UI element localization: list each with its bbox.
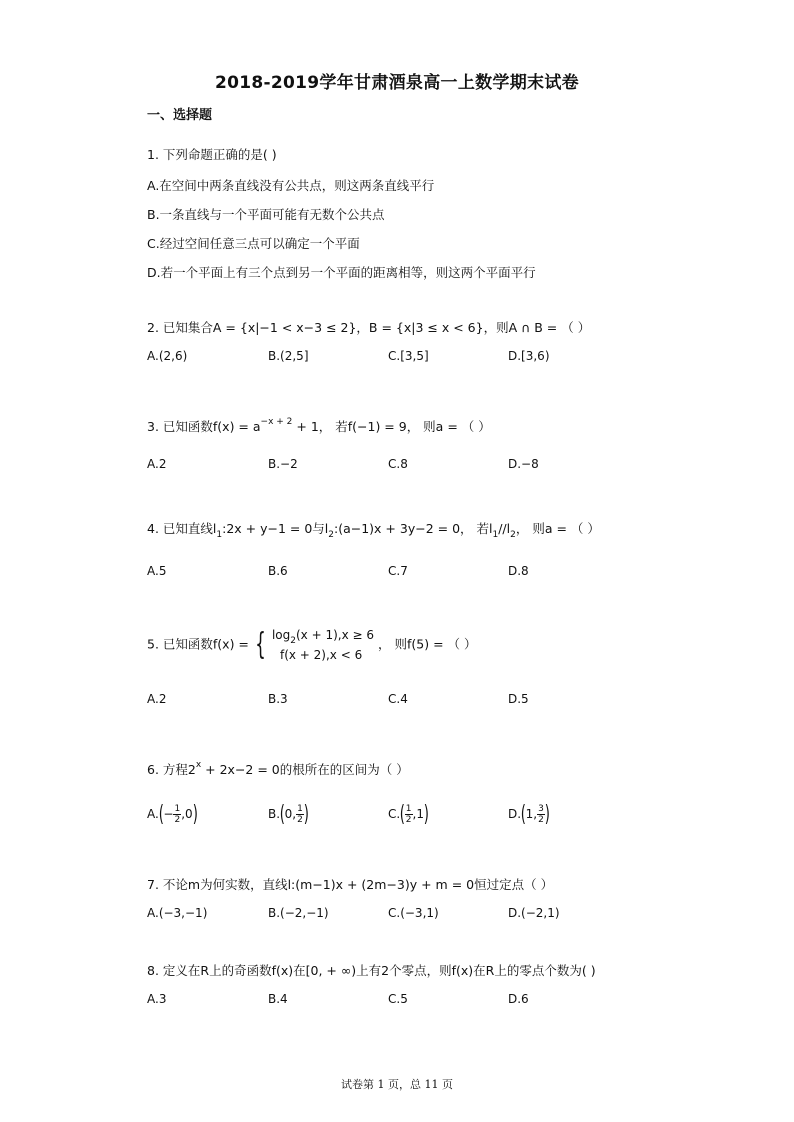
question-7-option-c: C.(−3,1) [388, 906, 439, 920]
question-4-text-1: 4. 已知直线l [147, 521, 217, 536]
fraction [537, 804, 545, 825]
right-paren: ) [192, 802, 198, 827]
question-4-option-d: D.8 [508, 564, 529, 578]
question-5-text-post: ， 则f(5) = （ ） [378, 636, 477, 652]
question-3-option-b: B.−2 [268, 457, 298, 471]
question-6-exponent: x [195, 760, 202, 770]
question-2-option-c: C.[3,5] [388, 349, 429, 363]
case-1-log-base: 2 [290, 636, 296, 646]
numerator: 1 [174, 804, 181, 814]
question-6-text-post: + 2x−2 = 0的根所在的区间为（ ） [201, 762, 409, 777]
section-heading: 一、选择题 [147, 108, 213, 123]
question-5-text-pre: 5. 已知函数f(x) = [147, 636, 249, 652]
question-5-stem [147, 626, 477, 664]
right-paren: ) [544, 802, 550, 827]
case-1-expression: (x + 1),x ≥ 6 [296, 628, 375, 642]
question-4-sub-4: 2 [510, 530, 516, 540]
denominator: 2 [405, 815, 412, 825]
question-6-stem [147, 762, 409, 780]
fraction [405, 804, 413, 825]
right-paren: ) [423, 802, 429, 827]
denominator: 2 [174, 815, 181, 825]
question-4-text-4: //l [498, 521, 511, 536]
fraction [296, 804, 304, 825]
option-a-label: A. [147, 807, 159, 821]
question-2-option-b: B.(2,5] [268, 349, 309, 363]
piecewise-case-1 [272, 626, 374, 646]
question-4-option-a: A.5 [147, 564, 167, 578]
question-5-option-c: C.4 [388, 692, 408, 706]
question-5-option-a: A.2 [147, 692, 167, 706]
piecewise-brace: { [255, 627, 266, 662]
question-4-option-c: C.7 [388, 564, 408, 578]
question-5-option-b: B.3 [268, 692, 288, 706]
question-4-text-3: :(a−1)x + 3y−2 = 0， 若l [334, 521, 493, 536]
question-3-option-a: A.2 [147, 457, 167, 471]
option-d-head: 1, [525, 807, 538, 821]
question-1-option-a: A.在空间中两条直线没有公共点，则这两条直线平行 [147, 178, 435, 193]
option-b-label: B. [268, 807, 281, 821]
question-6-option-d [508, 802, 549, 827]
left-paren: ( [279, 802, 285, 827]
question-7-option-d: D.(−2,1) [508, 906, 560, 920]
page-title: 2018-2019学年甘肃酒泉高一上数学期末试卷 [215, 73, 579, 93]
question-4-sub-1: 1 [216, 530, 223, 540]
question-6-option-a [147, 802, 197, 827]
question-7-option-a: A.(−3,−1) [147, 906, 208, 920]
question-8-stem: 8. 定义在R上的奇函数f(x)在[0, + ∞)上有2个零点，则f(x)在R上的零点个数为( ) [147, 963, 596, 978]
option-a-tail: ,0 [181, 807, 193, 821]
question-4-sub-2: 2 [328, 530, 334, 540]
left-paren: ( [399, 802, 406, 827]
question-6-option-c [388, 802, 429, 827]
numerator: 1 [405, 804, 412, 814]
question-3-exponent: −x + 2 [260, 417, 293, 427]
question-4-option-b: B.6 [268, 564, 288, 578]
question-8-option-b: B.4 [268, 992, 288, 1006]
question-8-option-a: A.3 [147, 992, 167, 1006]
denominator: 2 [297, 815, 303, 825]
question-6-option-b [268, 802, 308, 827]
option-c-tail: ,1 [412, 807, 424, 821]
question-3-option-d: D.−8 [508, 457, 539, 471]
question-1-option-c: C.经过空间任意三点可以确定一个平面 [147, 236, 360, 251]
left-paren: ( [520, 802, 526, 827]
left-paren: ( [158, 802, 164, 827]
question-2-option-d: D.[3,6) [508, 349, 550, 363]
option-c-label: C. [388, 807, 401, 821]
question-1-stem: 1. 下列命题正确的是( ) [147, 147, 277, 162]
question-2-option-a: A.(2,6) [147, 349, 188, 363]
question-8-option-d: D.6 [508, 992, 529, 1006]
question-3-text-post: + 1， 若f(−1) = 9， 则a = （ ） [292, 419, 491, 434]
denominator: 2 [538, 815, 544, 825]
question-7-stem: 7. 不论m为何实数，直线l:(m−1)x + (2m−3)y + m = 0恒过定点（ ） [147, 877, 554, 892]
numerator: 3 [538, 804, 544, 814]
page-footer: 试卷第 1 页，总 11 页 [341, 1078, 453, 1091]
right-paren: ) [303, 802, 309, 827]
numerator: 1 [297, 804, 303, 814]
question-4-text-5: ， 则a = （ ） [515, 521, 600, 536]
question-6-text-pre: 6. 方程2 [147, 762, 196, 777]
question-3-text-pre: 3. 已知函数f(x) = a [147, 419, 261, 434]
piecewise-cases [272, 626, 374, 664]
question-4-text-2: :2x + y−1 = 0与l [222, 521, 329, 536]
question-3-option-c: C.8 [388, 457, 408, 471]
question-4-sub-3: 1 [492, 530, 499, 540]
piecewise-case-2: f(x + 2),x < 6 [279, 648, 363, 662]
question-3-stem [147, 419, 491, 437]
question-1-option-d: D.若一个平面上有三个点到另一个平面的距离相等，则这两个平面平行 [147, 265, 536, 280]
question-5-option-d: D.5 [508, 692, 529, 706]
question-1-option-b: B.一条直线与一个平面可能有无数个公共点 [147, 207, 385, 222]
option-d-label: D. [508, 807, 522, 821]
option-b-head: 0, [284, 807, 297, 821]
minus-sign: − [163, 807, 174, 821]
question-8-option-c: C.5 [388, 992, 408, 1006]
question-4-stem [147, 521, 600, 539]
question-2-stem: 2. 已知集合A = {x|−1 < x−3 ≤ 2}，B = {x|3 ≤ x < 6}，则A ∩ B = （ ） [147, 320, 591, 335]
case-1-log: log [271, 628, 291, 642]
question-7-option-b: B.(−2,−1) [268, 906, 329, 920]
